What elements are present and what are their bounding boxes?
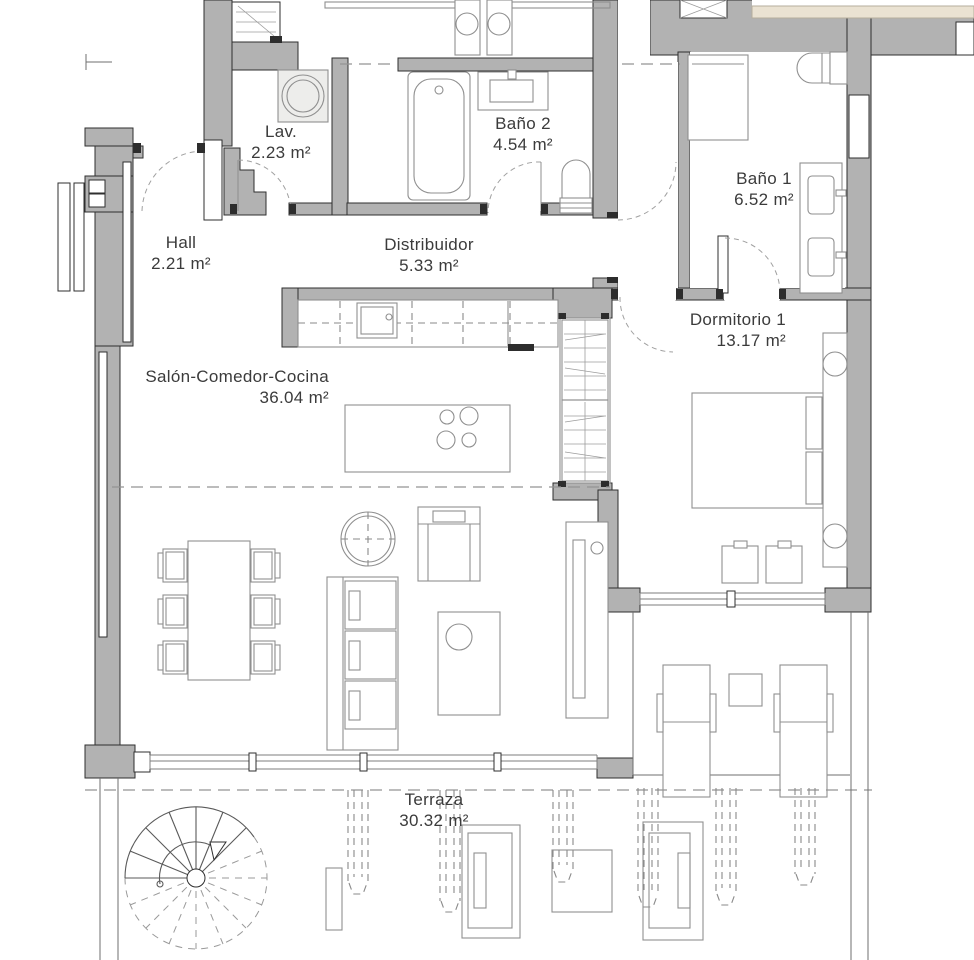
room-area: 13.17 m² [716,331,786,350]
sun-lounger [774,665,833,797]
room-label-distribuidor [384,234,474,276]
chair [251,641,280,674]
room-area: 6.52 m² [734,190,794,209]
coffee-table [438,612,500,715]
sofa [327,577,398,750]
spiral-staircase [125,807,267,949]
washing-machine [278,70,328,122]
room-label-bano1 [734,168,794,210]
room-area: 2.21 m² [151,254,211,273]
outdoor-planter-box [326,868,342,930]
bathtub [408,72,470,200]
deck-side-table [729,674,762,706]
outdoor-table [552,850,612,912]
adjacent-toilet-1 [455,0,480,55]
room-area: 36.04 m² [259,388,329,407]
outdoor-sofa [462,825,520,938]
chair [158,549,187,582]
room-name: Dormitorio 1 [689,310,786,329]
round-side-table [341,512,395,566]
salon-window [134,752,597,772]
bano1-vanity [800,163,846,293]
bedroom-window [640,591,825,607]
room-area: 5.33 m² [399,256,459,275]
bed [692,333,847,567]
bano2-toilet [560,160,592,213]
room-name: Baño 1 [736,169,792,188]
bed-mattress [692,393,823,508]
hall-exterior-window [58,183,84,291]
bano2-door [480,162,548,214]
kitchen-sink [357,303,397,338]
dining-table [188,541,250,680]
adjacent-unit-beige-band [752,6,974,18]
room-name: Lav. [264,122,298,141]
tv-console [566,522,608,718]
room-name: Baño 2 [495,114,551,133]
room-label-dormitorio1 [690,309,786,351]
chair [158,641,187,674]
room-name: Hall [165,233,197,252]
chair [251,549,280,582]
bano1-toilet [797,52,847,84]
sun-lounger [657,665,716,797]
room-label-terraza [399,789,469,831]
bano2-sink [478,70,548,110]
room-area: 4.54 m² [493,135,553,154]
room-name: Terraza [404,790,464,809]
kitchen-counter [298,300,558,351]
chair [158,595,187,628]
room-area: 30.32 m² [399,811,469,830]
room-label-bano2 [493,113,553,155]
wardrobe [558,313,610,487]
room-label-lavadero [251,121,311,163]
bed-headboard [823,333,847,567]
room-label-hall [151,232,211,274]
bano1-shower-closet [688,55,748,140]
room-name: Salón-Comedor-Cocina [145,367,329,386]
entry-door [133,140,222,220]
adjacent-toilet-2 [487,0,512,55]
terrace-furniture [326,822,703,940]
armchair [418,507,480,581]
nightstands [722,541,802,583]
room-label-salon [145,366,329,408]
chair [251,595,280,628]
room-name: Distribuidor [384,235,474,254]
kitchen-island [345,405,510,472]
room-area: 2.23 m² [251,143,311,162]
